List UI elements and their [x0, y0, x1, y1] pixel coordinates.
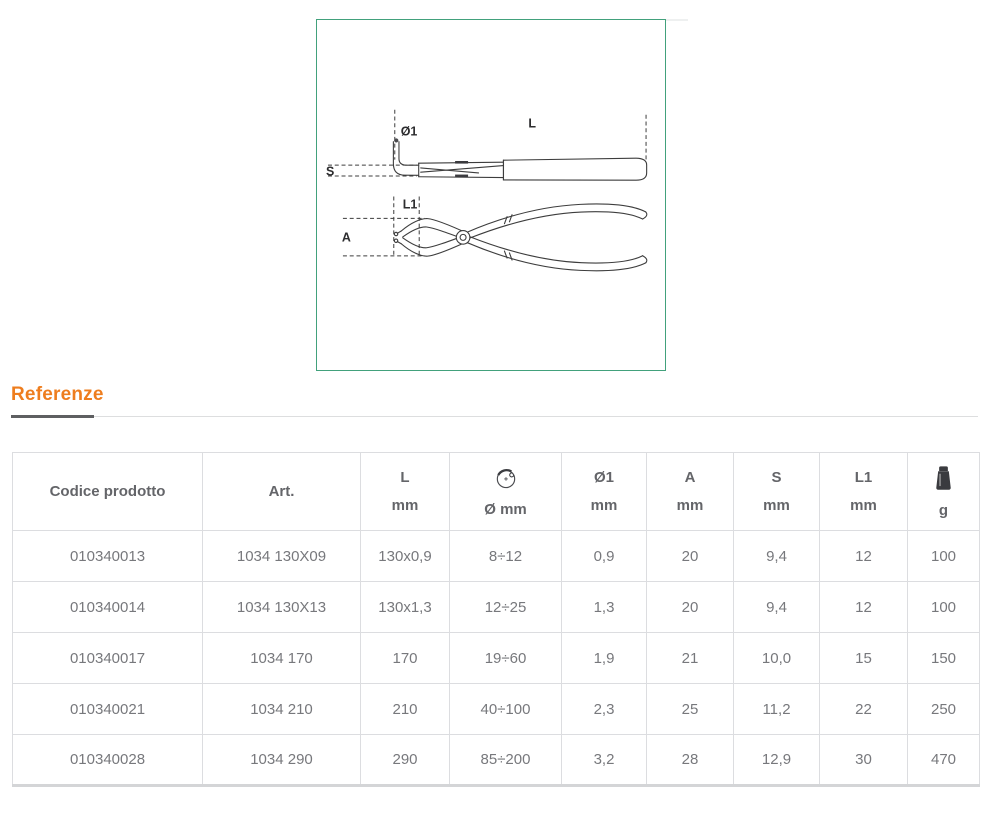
table-cell: 2,3 [562, 684, 647, 735]
col-header-unit: Ø mm [484, 501, 527, 518]
dim-label-tip-length: L1 [402, 197, 418, 212]
col-header-art [203, 453, 361, 531]
table-cell: 130x0,9 [361, 531, 450, 582]
col-header-weight [908, 453, 980, 531]
col-header-unit: g [938, 501, 949, 519]
table-cell: 9,4 [734, 582, 820, 633]
table-row [13, 633, 980, 684]
table-cell: 150 [908, 633, 980, 684]
table-cell: 11,2 [734, 684, 820, 735]
table-cell: 100 [908, 582, 980, 633]
table-cell: 19÷60 [450, 633, 562, 684]
table-cell: 250 [908, 684, 980, 735]
table-cell: 21 [647, 633, 734, 684]
table-header-row [13, 453, 980, 531]
table-cell: 0,9 [562, 531, 647, 582]
header-divider-remnant [666, 19, 688, 21]
table-cell: 1034 210 [203, 684, 361, 735]
table-cell: 1034 130X09 [203, 531, 361, 582]
col-header-unit: mm [676, 497, 704, 514]
table-row [13, 531, 980, 582]
col-header-diameter [450, 453, 562, 531]
dim-label-opening: A [341, 230, 351, 245]
table-cell: 30 [820, 735, 908, 786]
table-cell: 1034 290 [203, 735, 361, 786]
table-cell: 22 [820, 684, 908, 735]
col-header-label: S [771, 469, 782, 486]
col-header-label: L1 [854, 469, 873, 486]
table-cell: 290 [361, 735, 450, 786]
table-row [13, 582, 980, 633]
table-cell: 85÷200 [450, 735, 562, 786]
table-cell: 1034 130X13 [203, 582, 361, 633]
col-header-label: Codice prodotto [49, 483, 166, 500]
section-tab-referenze[interactable]: Referenze [11, 384, 104, 405]
col-header-unit: mm [391, 497, 419, 514]
product-drawing-box [316, 19, 666, 371]
dim-label-thickness: S [325, 164, 335, 179]
section-divider [11, 416, 978, 417]
table-cell: 28 [647, 735, 734, 786]
section-active-underline [11, 415, 94, 418]
dim-label-length: L [528, 116, 537, 131]
weight-icon [934, 465, 953, 491]
table-cell: 10,0 [734, 633, 820, 684]
table-cell: 12÷25 [450, 582, 562, 633]
table-cell: 010340021 [13, 684, 203, 735]
col-header-s [734, 453, 820, 531]
table-cell: 010340028 [13, 735, 203, 786]
table-cell: 8÷12 [450, 531, 562, 582]
table-cell: 12 [820, 531, 908, 582]
dim-label-d1: Ø1 [400, 124, 418, 139]
col-header-unit: mm [763, 497, 790, 514]
col-header-codice-prodotto [13, 453, 203, 531]
circlip-icon [492, 465, 520, 490]
table-cell: 010340013 [13, 531, 203, 582]
table-cell: 1,3 [562, 582, 647, 633]
table-row [13, 684, 980, 735]
col-header-label: Art. [268, 483, 295, 500]
references-table-container [12, 452, 979, 787]
table-cell: 40÷100 [450, 684, 562, 735]
table-cell: 12 [820, 582, 908, 633]
table-cell: 010340017 [13, 633, 203, 684]
table-cell: 9,4 [734, 531, 820, 582]
table-cell: 210 [361, 684, 450, 735]
col-header-label: Ø1 [593, 469, 614, 486]
col-header-unit: mm [850, 497, 877, 514]
table-cell: 1,9 [562, 633, 647, 684]
table-cell: 15 [820, 633, 908, 684]
col-header-l1 [820, 453, 908, 531]
table-cell: 100 [908, 531, 980, 582]
col-header-a [647, 453, 734, 531]
table-cell: 20 [647, 531, 734, 582]
table-cell: 20 [647, 582, 734, 633]
col-header-label: L [400, 469, 410, 486]
table-cell: 470 [908, 735, 980, 786]
table-cell: 170 [361, 633, 450, 684]
circlip-pliers-technical-drawing [317, 20, 665, 370]
table-cell: 010340014 [13, 582, 203, 633]
table-row [13, 735, 980, 786]
col-header-d1 [562, 453, 647, 531]
table-cell: 3,2 [562, 735, 647, 786]
table-cell: 1034 170 [203, 633, 361, 684]
table-cell: 12,9 [734, 735, 820, 786]
col-header-label: A [684, 469, 696, 486]
references-table [12, 452, 980, 787]
col-header-l [361, 453, 450, 531]
table-cell: 130x1,3 [361, 582, 450, 633]
col-header-unit: mm [590, 497, 618, 514]
table-cell: 25 [647, 684, 734, 735]
